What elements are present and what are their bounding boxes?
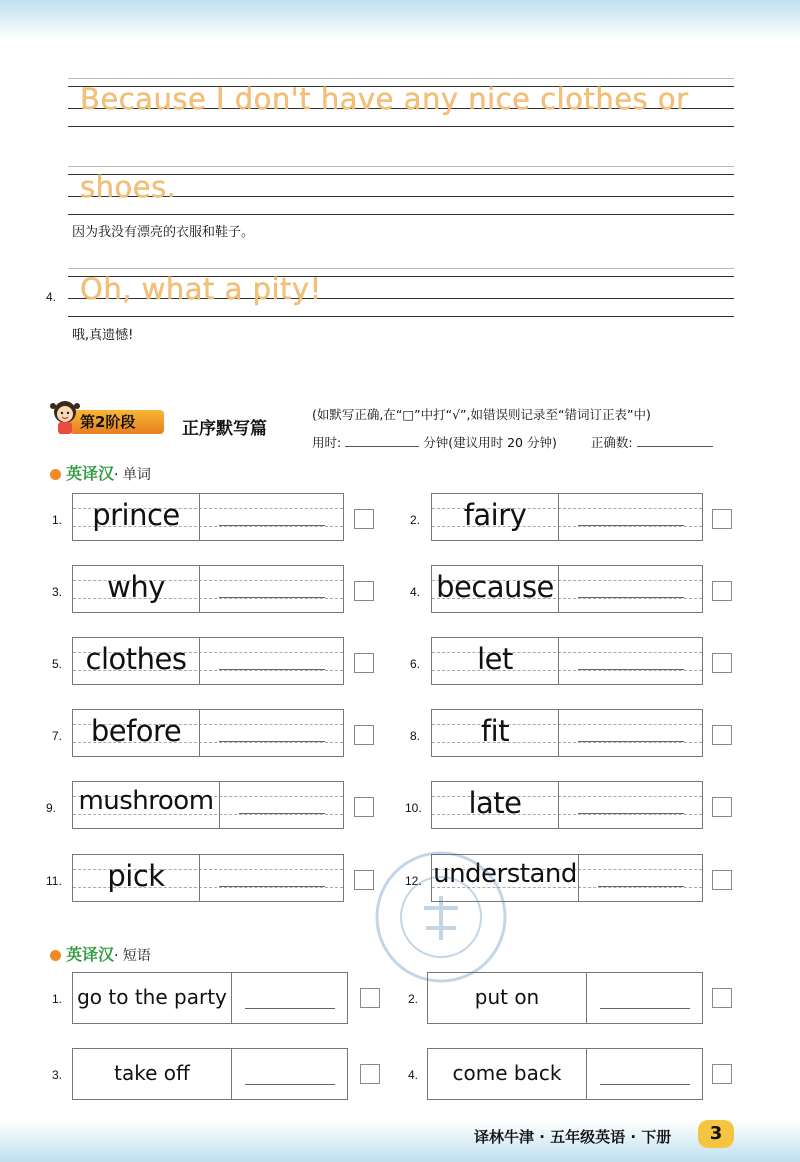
section-subtitle: · 短语 bbox=[114, 948, 151, 964]
check-box[interactable] bbox=[712, 988, 732, 1008]
cell-divider bbox=[199, 638, 200, 684]
phrase-number: 3. bbox=[52, 1068, 63, 1082]
cell-divider bbox=[199, 855, 200, 901]
english-word: understand bbox=[433, 859, 577, 889]
instruction-note: (如默写正确,在“□”中打“√”,如错误则记录至“错词订正表”中) bbox=[312, 407, 651, 422]
cell-divider bbox=[586, 973, 587, 1023]
answer-blank[interactable] bbox=[600, 1008, 690, 1009]
tracing-sentence-line1: Because I don't have any nice clothes or bbox=[80, 82, 689, 116]
check-box[interactable] bbox=[360, 1064, 380, 1084]
check-box[interactable] bbox=[354, 581, 374, 601]
section-title: 英译汉 bbox=[66, 464, 115, 483]
translation-text: 哦,真遗憾! bbox=[72, 328, 134, 343]
phrase-number: 1. bbox=[52, 992, 63, 1006]
check-box[interactable] bbox=[712, 870, 732, 890]
word-cell bbox=[431, 493, 703, 541]
stage-badge bbox=[48, 398, 166, 438]
stage-title: 正序默写篇 bbox=[182, 419, 267, 439]
answer-blank[interactable] bbox=[578, 525, 684, 526]
answer-blank[interactable] bbox=[598, 886, 684, 887]
english-word: let bbox=[477, 642, 513, 676]
cell-divider bbox=[558, 494, 559, 540]
check-box[interactable] bbox=[712, 509, 732, 529]
english-word: why bbox=[107, 570, 165, 604]
bullet-icon bbox=[50, 469, 61, 480]
stage-badge-label: 第2阶段 bbox=[70, 410, 164, 434]
phrases-section-heading bbox=[50, 942, 151, 965]
cell-divider bbox=[199, 494, 200, 540]
cell-divider bbox=[231, 973, 232, 1023]
cell-divider bbox=[199, 710, 200, 756]
answer-blank[interactable] bbox=[219, 886, 325, 887]
check-box[interactable] bbox=[354, 509, 374, 529]
check-box[interactable] bbox=[712, 725, 732, 745]
check-box[interactable] bbox=[712, 797, 732, 817]
word-number: 6. bbox=[410, 657, 421, 671]
word-number: 10. bbox=[405, 801, 422, 815]
english-phrase: come back bbox=[452, 1061, 562, 1085]
word-number: 2. bbox=[410, 513, 421, 527]
answer-blank[interactable] bbox=[578, 597, 684, 598]
section-subtitle: · 单词 bbox=[114, 467, 151, 483]
word-cell bbox=[72, 493, 344, 541]
cell-divider bbox=[558, 782, 559, 828]
girl-mascot-icon bbox=[48, 398, 82, 436]
english-word: fairy bbox=[463, 498, 527, 532]
word-number: 4. bbox=[410, 585, 421, 599]
word-cell bbox=[431, 565, 703, 613]
section-title: 英译汉 bbox=[66, 945, 115, 964]
check-box[interactable] bbox=[712, 653, 732, 673]
cell-divider bbox=[558, 566, 559, 612]
tracing-sentence-item4: Oh, what a pity! bbox=[80, 272, 322, 306]
time-blank[interactable] bbox=[345, 446, 419, 447]
word-number: 9. bbox=[46, 801, 57, 815]
guide-line bbox=[68, 316, 734, 317]
check-box[interactable] bbox=[354, 653, 374, 673]
check-box[interactable] bbox=[712, 581, 732, 601]
answer-blank[interactable] bbox=[578, 741, 684, 742]
answer-blank[interactable] bbox=[578, 813, 684, 814]
english-word: fit bbox=[480, 714, 510, 748]
translation-text: 因为我没有漂亮的衣服和鞋子。 bbox=[72, 225, 255, 240]
check-box[interactable] bbox=[354, 725, 374, 745]
word-cell bbox=[72, 565, 344, 613]
guide-line bbox=[68, 268, 734, 269]
word-cell bbox=[72, 637, 344, 685]
cell-divider bbox=[578, 855, 579, 901]
guide-line bbox=[68, 78, 734, 79]
word-number: 3. bbox=[52, 585, 63, 599]
word-cell bbox=[72, 781, 344, 829]
english-word: prince bbox=[92, 498, 180, 532]
word-cell bbox=[431, 781, 703, 829]
tracing-sentence-line2: shoes. bbox=[80, 170, 177, 204]
answer-blank[interactable] bbox=[219, 597, 325, 598]
answer-blank[interactable] bbox=[600, 1084, 690, 1085]
item-number: 4. bbox=[46, 290, 57, 304]
english-phrase: put on bbox=[474, 985, 540, 1009]
minutes-label: 分钟(建议用时 20 分钟) bbox=[423, 435, 557, 450]
footer-book-title: 译林牛津 · 五年级英语 · 下册 bbox=[474, 1128, 672, 1146]
english-word: clothes bbox=[85, 642, 187, 676]
answer-blank[interactable] bbox=[219, 669, 325, 670]
cell-divider bbox=[558, 638, 559, 684]
answer-blank[interactable] bbox=[219, 525, 325, 526]
guide-line bbox=[68, 166, 734, 167]
page-number: 3 bbox=[698, 1120, 734, 1148]
phrase-cell bbox=[427, 1048, 703, 1100]
english-phrase: go to the party bbox=[77, 985, 227, 1009]
phrase-number: 2. bbox=[408, 992, 419, 1006]
answer-blank[interactable] bbox=[239, 813, 325, 814]
phrase-number: 4. bbox=[408, 1068, 419, 1082]
cell-divider bbox=[586, 1049, 587, 1099]
english-word: mushroom bbox=[78, 786, 214, 816]
answer-blank[interactable] bbox=[219, 741, 325, 742]
word-number: 8. bbox=[410, 729, 421, 743]
guide-line bbox=[68, 126, 734, 127]
word-number: 12. bbox=[405, 874, 422, 888]
correct-count-blank[interactable] bbox=[637, 446, 713, 447]
english-word: pick bbox=[107, 859, 165, 893]
watermark-stamp-icon bbox=[372, 848, 510, 986]
word-cell bbox=[431, 637, 703, 685]
check-box[interactable] bbox=[354, 797, 374, 817]
english-phrase: take off bbox=[114, 1061, 190, 1085]
word-number: 11. bbox=[46, 874, 62, 888]
english-word: before bbox=[90, 714, 182, 748]
check-box[interactable] bbox=[712, 1064, 732, 1084]
english-word: late bbox=[468, 786, 522, 820]
timer-row bbox=[312, 433, 713, 451]
correct-count-label: 正确数: bbox=[590, 435, 633, 450]
phrase-cell bbox=[72, 1048, 348, 1100]
word-cell bbox=[72, 709, 344, 757]
word-number: 1. bbox=[52, 513, 63, 527]
time-label: 用时: bbox=[312, 435, 342, 450]
check-box[interactable] bbox=[360, 988, 380, 1008]
answer-blank[interactable] bbox=[578, 669, 684, 670]
words-section-heading bbox=[50, 461, 151, 484]
bullet-icon bbox=[50, 950, 61, 961]
cell-divider bbox=[199, 566, 200, 612]
phrase-cell bbox=[72, 972, 348, 1024]
check-box[interactable] bbox=[354, 870, 374, 890]
word-number: 7. bbox=[52, 729, 63, 743]
english-word: because bbox=[436, 570, 554, 604]
cell-divider bbox=[219, 782, 220, 828]
answer-blank[interactable] bbox=[245, 1084, 335, 1085]
guide-line bbox=[68, 214, 734, 215]
cell-divider bbox=[231, 1049, 232, 1099]
word-cell bbox=[72, 854, 344, 902]
cell-divider bbox=[558, 710, 559, 756]
answer-blank[interactable] bbox=[245, 1008, 335, 1009]
word-cell bbox=[431, 709, 703, 757]
word-number: 5. bbox=[52, 657, 63, 671]
